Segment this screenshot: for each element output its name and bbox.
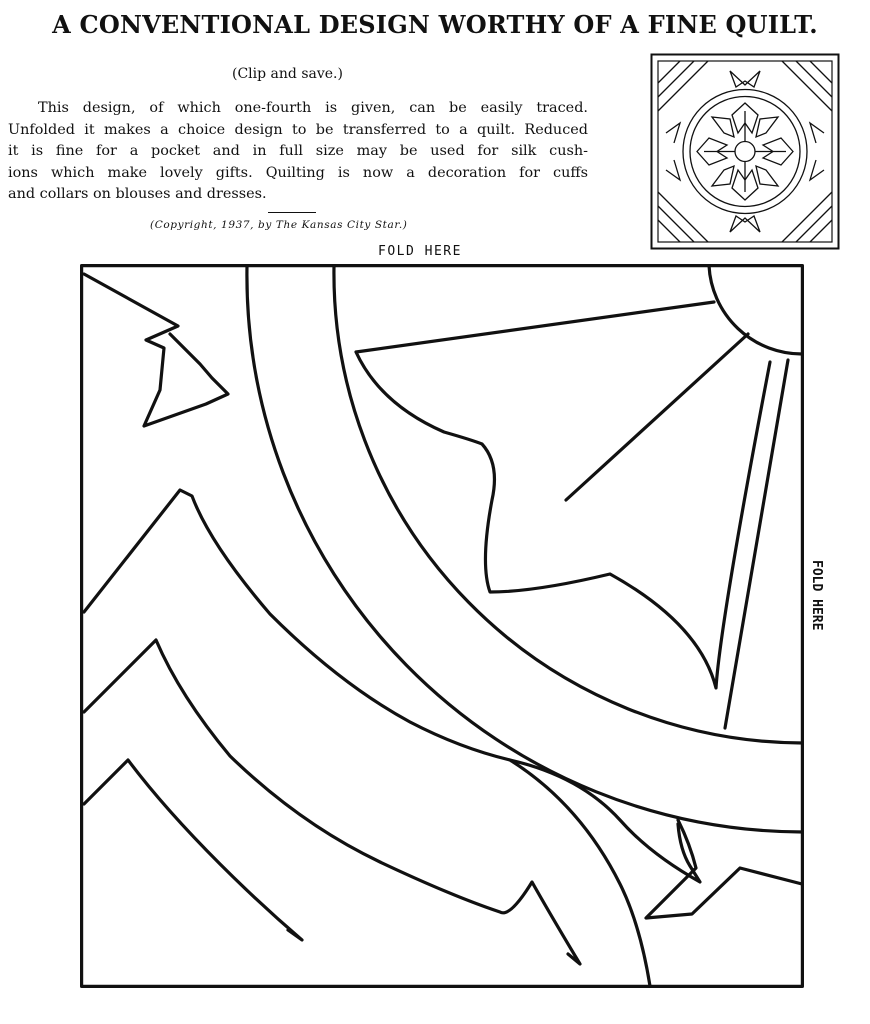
fold-here-right-label: FOLD HERE (809, 560, 824, 631)
corner-leaf-bottom-right (646, 820, 802, 918)
fold-here-top-label: FOLD HERE (378, 244, 462, 259)
center-quarter-circle (709, 266, 802, 354)
description-line-1: This design, of which one-fourth is given, can be easily traced. (38, 100, 588, 116)
petal-outline (356, 302, 770, 688)
description-line-5: and collars on blouses and dresses. (8, 186, 267, 202)
clip-note: (Clip and save.) (232, 66, 343, 82)
description (8, 98, 588, 206)
copyright-notice: (Copyright, 1937, by The Kansas City Star.) (150, 219, 408, 231)
ring-inner-arc (334, 266, 802, 743)
chevron-band-1 (84, 490, 700, 882)
description-line-4: ions which make lovely gifts. Quilting is now a decoration for cuffs (8, 164, 588, 181)
ring-outer-arc (247, 266, 802, 832)
chevron-band-2 (84, 640, 580, 964)
divider-rule (268, 212, 316, 213)
corner-leaf-top-left (84, 274, 228, 426)
petal-vein-1 (566, 334, 748, 500)
stripe-line-1 (510, 760, 650, 986)
chevron-band-3 (84, 760, 302, 940)
page-title: A CONVENTIONAL DESIGN WORTHY OF A FINE QUILT. (52, 10, 818, 39)
quarter-quilt-pattern (80, 264, 804, 988)
description-line-3: it is fine for a pocket and in full size may be used for silk cush- (8, 143, 588, 159)
full-quilt-block-icon (650, 53, 840, 250)
petal-vein-2 (725, 360, 788, 728)
description-line-2: Unfolded it makes a choice design to be transferred to a quilt. Reduced (8, 121, 588, 138)
